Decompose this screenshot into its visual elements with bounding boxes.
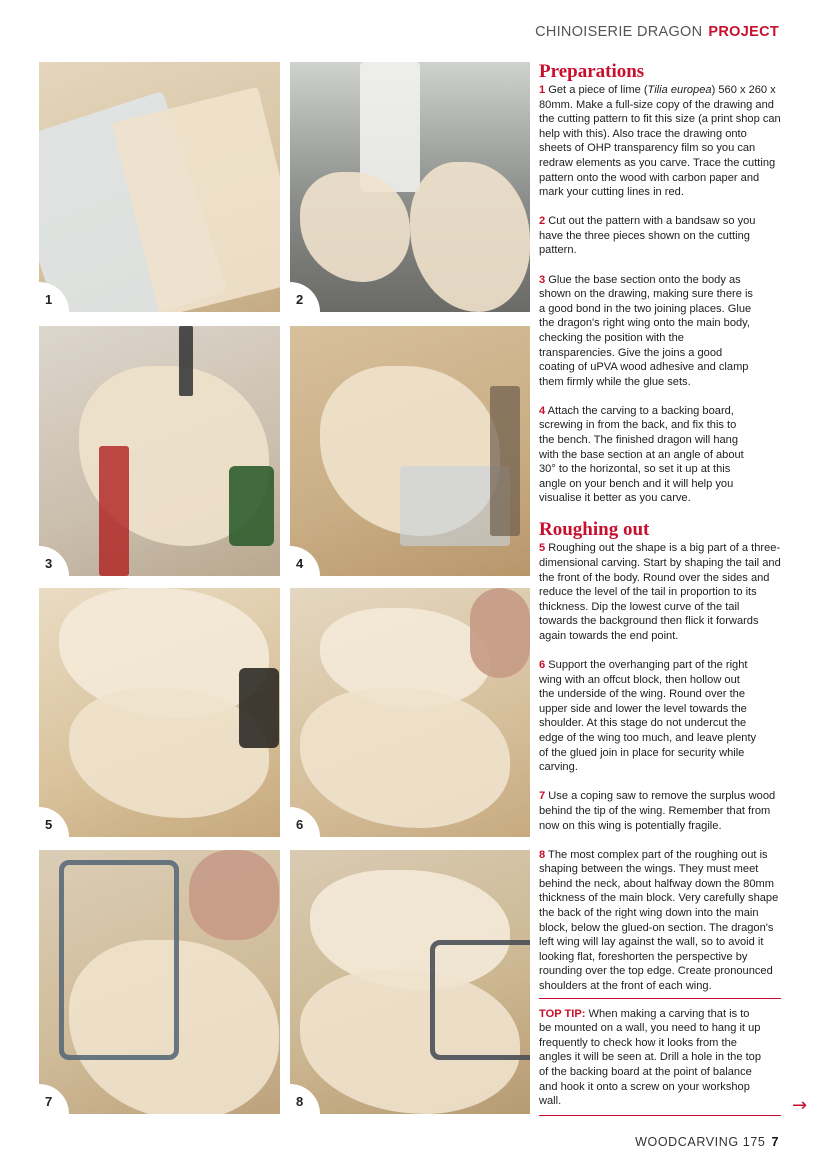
photo-1 xyxy=(39,62,280,312)
tip-divider-top xyxy=(539,998,781,999)
step-3: 3 Glue the base section onto the body as shown on the drawing, making sure there is a good bond in the two joining places. Glue the dragon's right wing onto the main body, checking the position with the transparencies. Give the joins a good coating of uPVA wood adhesive and clamp them firmly while the glue sets. xyxy=(539,273,753,388)
photo-number: 1 xyxy=(39,282,69,312)
step-1: 1 Get a piece of lime (Tilia europea) 560 x 260 x 80mm. Make a full-size copy of the drawing and the cutting pattern to fit this size (a print shop can help with this). Also trace the drawing onto sheets of OHP transparency film so you can redraw elements as you carve. Trace the cutting pattern onto the wood with carbon paper and mark your cutting lines in red. xyxy=(539,84,781,199)
step-8: 8 The most complex part of the roughing out is shaping between the wings. They must meet behind the neck, about halfway down the 80mm thickness of the main block. Very carefully shape the back of the right wing down into the main block, below the glued-on section. The dragon's left wing will lay against the wall, so to avoid it looking flat, foreshorten the perspective by rounding over the top edge. Create pronounced shoulders at the front of each wing. xyxy=(539,848,779,992)
photo-number: 5 xyxy=(39,807,69,837)
photo-3 xyxy=(39,326,280,576)
photo-6 xyxy=(290,588,530,837)
photo-number: 8 xyxy=(290,1084,320,1114)
photo-number: 6 xyxy=(290,807,320,837)
photo-number: 4 xyxy=(290,546,320,576)
heading-roughing-out: Roughing out xyxy=(539,519,650,541)
magazine-issue: WOODCARVING 175 xyxy=(635,1135,766,1149)
photo-5 xyxy=(39,588,280,837)
heading-preparations: Preparations xyxy=(539,61,645,82)
step-7: 7 Use a coping saw to remove the surplus wood behind the tip of the wing. Remember that from now on this wing is potentially fragile. xyxy=(539,790,776,832)
photo-number: 7 xyxy=(39,1084,69,1114)
step-4: 4 Attach the carving to a backing board, screwing in from the back, and fix this to the bench. The finished dragon will hang with the base section at an angle of about 30° to the horizontal, so set it up at this angle on your bench and it will help you visualise it better as you carve. xyxy=(539,404,744,505)
top-tip: TOP TIP: When making a carving that is to be mounted on a wall, you need to hang it up frequently to check how it looks from the angles it will be seen at. Drill a hole in the top of the backing board at the point of balance and hook it onto a screw on your workshop wall. xyxy=(539,1007,761,1108)
photo-number: 2 xyxy=(290,282,320,312)
page-number: 7 xyxy=(771,1135,779,1149)
step-5: 5 Roughing out the shape is a big part of a three-dimensional carving. Start by shaping the tail and the front of the body. Round over the sides and reduce the level of the tail in proportion to its thickness. Dip the lowest curve of the tail towards the background then flick it forwards again towards the end point. xyxy=(539,542,781,642)
step-6: 6 Support the overhanging part of the right wing with an offcut block, then hollow out the underside of the wing. Round over the upper side and lower the level towards the shoulder. At this stage do not undercut the edge of the wing too much, and leave plenty of the glued join in place for security while carving. xyxy=(539,659,757,774)
section-label: PROJECT xyxy=(708,24,779,40)
continue-arrow-icon: → xyxy=(792,1095,808,1116)
series-title: CHINOISERIE DRAGON xyxy=(535,24,703,40)
photo-2 xyxy=(290,62,530,312)
photo-4 xyxy=(290,326,530,576)
page-footer xyxy=(635,1135,779,1149)
photo-number: 3 xyxy=(39,546,69,576)
tip-divider-bottom xyxy=(539,1115,781,1116)
photo-7 xyxy=(39,850,280,1114)
article-text xyxy=(539,62,781,1116)
step-2: 2 Cut out the pattern with a bandsaw so you have the three pieces shown on the cutting pattern. xyxy=(539,215,756,257)
photo-8 xyxy=(290,850,530,1114)
running-header xyxy=(535,24,779,40)
